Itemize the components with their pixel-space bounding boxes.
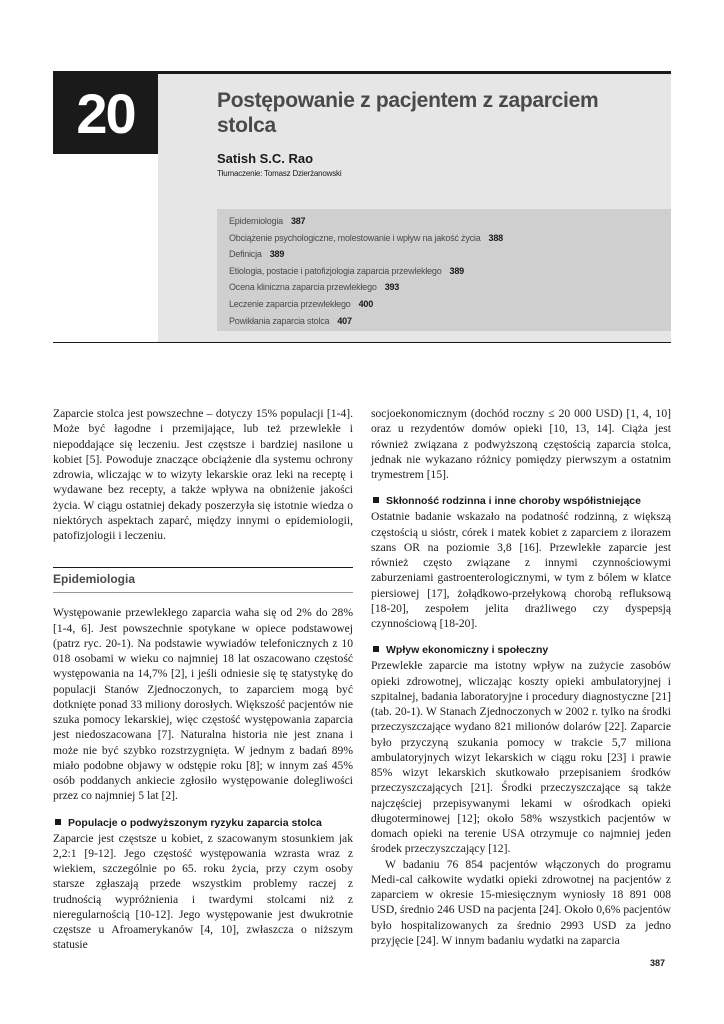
toc-item-page: 400 [358, 298, 373, 309]
toc-item-page: 389 [269, 249, 285, 260]
toc-item-label: Definicja [229, 249, 262, 260]
toc-item-page: 388 [488, 232, 503, 243]
section-top-rule [53, 567, 353, 568]
chapter-number: 20 [53, 74, 158, 154]
header-bottom-rule [53, 342, 671, 343]
page-number: 387 [650, 958, 666, 968]
toc-item-label: Obciążenie psychologiczne, molestowanie i wpływ na jakość życia [229, 232, 481, 243]
subheading-risk-populations [53, 816, 353, 831]
subheading-text: Populacje o podwyższonym ryzyku zaparcia stolca [68, 816, 322, 829]
toc-item[interactable] [229, 246, 671, 263]
subheading-family [371, 494, 671, 509]
toc-item-label: Etiologia, postacie i patofizjologia zaparcia przewlekłego [229, 265, 442, 276]
epidemiology-paragraph: Występowanie przewlekłego zaparcia waha się od 2% do 28% [1-4, 6]. Jest powszechnie spotykane w opiece podstawowej (patrz ryc. 20-1). Na podstawie wywiadów telefonicznych z 10 018 osobami w wieku co najmniej 18 lat oszacowano częstość występowania na 14,7% [2], i jeśli odniesie się tę statystykę do populacji Stanów Zjednoczonych, to zaparciem mogą być dotknięte ponad 33 miliony dorosłych. Większość pacjentów nie szuka pomocy lekarskiej, więc częstość występowania zaparcia jest niedoszacowana [7]. Naturalna historia nie jest znana i może nie być szybko rozstrzygnięta. W jednym z badań 89% miało podobne objawy w odstępie roku [8]; w innym zaś 45% osób poddanych ankiecie zgłosiło występowanie dolegliwości przez co najmniej 5 lat [2]. [53, 606, 353, 803]
table-of-contents [217, 209, 671, 331]
toc-item-label: Epidemiologia [229, 216, 283, 226]
toc-item-page: 407 [337, 315, 352, 326]
toc-item-label: Ocena kliniczna zaparcia przewlekłego [229, 282, 377, 293]
square-bullet-icon [373, 497, 379, 503]
family-paragraph: Ostatnie badanie wskazało na podatność rodzinną, z większą częstością u sióstr, córek i matek kobiet z zaparciem z ilorazem szans OR na poziomie 3,8 [16]. Przewlekłe zaparcie jest również często związane z innymi czynnościowymi zaburzeniami gastroenterologicznymi, w tym z bólem w klatce piersiowej [17], żołądkowo-przełykową chorobą refluksową [18-20], zespołem jelita drażliwego czy dyspepsją czynnościową [18-20]. [371, 510, 671, 630]
subheading-text: Wpływ ekonomiczny i społeczny [386, 644, 549, 657]
toc-item-page: 389 [449, 265, 464, 276]
toc-item-page: 393 [384, 282, 400, 293]
toc-item[interactable] [229, 230, 671, 247]
toc-item-page: 387 [290, 216, 306, 226]
square-bullet-icon [373, 646, 379, 652]
subheading-text: Skłonność rodzinna i inne choroby współistniejące [386, 495, 641, 508]
continuation-paragraph: socjoekonomicznym (dochód roczny ≤ 20 000 USD) [1, 4, 10] oraz u rezydentów domów opieki [10, 13, 14]. Ciąża jest również związana z podwyższoną częstością zaparcia stolca, jednak nie wykazano różnicy pomiędzy pierwszym a ostatnim trymestrem [15]. [371, 407, 671, 481]
subheading-economic [371, 643, 671, 658]
toc-item-label: Powikłania zaparcia stolca [229, 315, 330, 326]
square-bullet-icon [55, 819, 61, 825]
toc-item[interactable] [229, 263, 671, 280]
toc-item[interactable] [229, 213, 671, 230]
economic-paragraph: Przewlekłe zaparcie ma istotny wpływ na zużycie zasobów opieki zdrowotnej, wliczając koszty opieki ambulatoryjnej i szpitalnej, badania laboratoryjne i procedury diagnostyczne [21] (tab. 20-1). W Stanach Zjednoczonych w 2002 r. tylko na środki przeczyszczające wydano 821 milionów dolarów [22]. Zaparcie było przyczyną szukania pomocy w trakcie 5,7 miliona ambulatoryjnych wizyt lekarskich w ciągu roku [23] i prawie 85% wizyt lekarskich skutkowało przepisaniem środków przeczyszczających [21]. Środki przeczyszczające są także najczęściej przepisywanymi lekami w ośrodkach opieki długoterminowej [12]; około 58% wszystkich pacjentów w domach opieki na terenie USA otrzymuje co najmniej jeden środek przeczyszczający [12]. [371, 659, 671, 856]
right-column [371, 406, 671, 948]
toc-item-label: Leczenie zaparcia przewlekłego [229, 298, 351, 309]
risk-paragraph: Zaparcie jest częstsze u kobiet, z szacowanym stosunkiem jak 2,2:1 [9-12]. Jego częstość występowania wzrasta wraz z wiekiem, szczególnie po 65. roku życia, przy czym osoby starsze zgłaszają przede wszystkim problemy raczej z trudnością wypróżnienia i twardymi stolcami niż z nieregularnością [10-12]. Jego występowanie jest dwukrotnie częstsze u Afroamerykanów [4, 10], zwłaszcza o niższym statusie [53, 831, 353, 952]
author-name: Satish S.C. Rao [217, 151, 314, 166]
section-bottom-rule [53, 592, 353, 593]
toc-item[interactable] [229, 279, 671, 296]
toc-item[interactable] [229, 296, 671, 313]
toc-item[interactable] [229, 313, 671, 330]
translator-credit: Tłumaczenie: Tomasz Dzierżanowski [217, 169, 342, 178]
chapter-title: Postępowanie z pacjentem z zaparciem stolca [217, 89, 599, 137]
section-heading-epidemiologia: Epidemiologia [53, 572, 136, 587]
left-column [53, 406, 353, 953]
medical-paragraph: W badaniu 76 854 pacjentów włączonych do programu Medi-cal całkowite wydatki opieki zdrowotnej na pacjentów z zaparciem w okresie 15-miesięcznym wyniosły 18 891 008 USD, średnio 246 USD na pacjenta [24]. Około 0,6% pacjentów było hospitalizowanych za średnio 2993 USD za jedno przyjęcie [24]. W innym badaniu wydatki na zaparcia [371, 857, 671, 947]
intro-paragraph: Zaparcie stolca jest powszechne – dotyczy 15% populacji [1-4]. Może być łagodne i przemijające, lub też przewlekłe i niepoddające się leczeniu. Jest częstsze i bardziej nasilone u kobiet [5]. Powoduje znaczące obciążenie dla systemu ochrony zdrowia, wliczając w to wizyty lekarskie oraz leki na receptę i wydawane bez recepty, a także wpływa na obniżenie jakości życia. W ciągu ostatniej dekady poszerzyła się istotnie wiedza o niektórych aspektach zaparć, między innymi o epidemiologii, patofizjologii i leczeniu. [53, 407, 353, 542]
